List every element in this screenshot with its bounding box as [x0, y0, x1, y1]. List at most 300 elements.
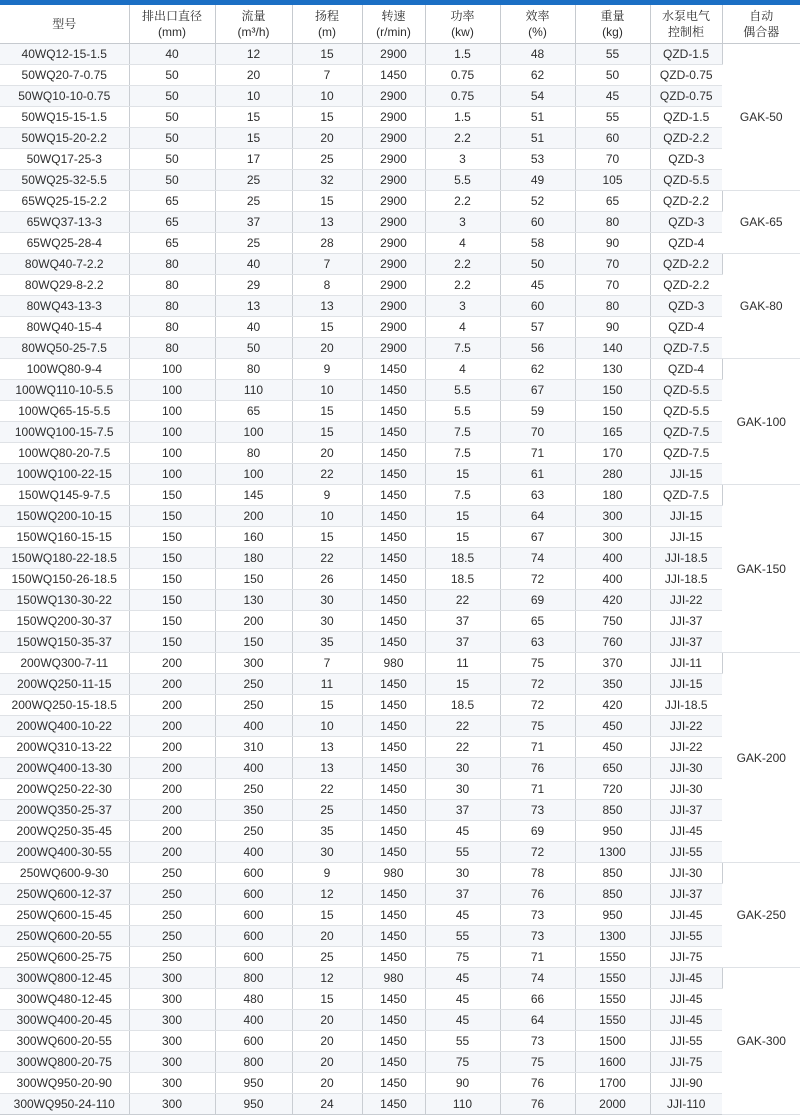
cell-head: 35 [292, 632, 362, 653]
cell-diameter: 50 [129, 128, 215, 149]
cell-efficiency: 74 [500, 548, 575, 569]
table-header [0, 5, 800, 44]
cell-cabinet: QZD-7.5 [650, 422, 722, 443]
column-label: 效率 [525, 9, 550, 23]
cell-speed: 2900 [362, 212, 425, 233]
cell-diameter: 100 [129, 380, 215, 401]
cell-weight: 850 [575, 884, 650, 905]
cell-flow: 180 [215, 548, 292, 569]
cell-power: 0.75 [425, 65, 500, 86]
table-row [0, 569, 800, 590]
cell-diameter: 250 [129, 884, 215, 905]
cell-cabinet: QZD-5.5 [650, 170, 722, 191]
table-row [0, 401, 800, 422]
cell-model: 150WQ150-35-37 [0, 632, 129, 653]
cell-flow: 950 [215, 1073, 292, 1094]
cell-power: 3 [425, 212, 500, 233]
cell-weight: 165 [575, 422, 650, 443]
cell-model: 200WQ250-15-18.5 [0, 695, 129, 716]
cell-weight: 420 [575, 695, 650, 716]
cell-weight: 950 [575, 821, 650, 842]
cell-speed: 1450 [362, 611, 425, 632]
column-unit: (r/min) [376, 25, 411, 39]
cell-flow: 400 [215, 1010, 292, 1031]
cell-head: 20 [292, 1052, 362, 1073]
cell-head: 15 [292, 191, 362, 212]
cell-power: 37 [425, 884, 500, 905]
cell-speed: 2900 [362, 275, 425, 296]
table-row [0, 212, 800, 233]
cell-model: 200WQ350-25-37 [0, 800, 129, 821]
cell-head: 22 [292, 779, 362, 800]
cell-cabinet: JJI-75 [650, 947, 722, 968]
cell-model: 250WQ600-25-75 [0, 947, 129, 968]
cell-power: 15 [425, 674, 500, 695]
table-row [0, 506, 800, 527]
cell-diameter: 100 [129, 422, 215, 443]
cell-weight: 300 [575, 527, 650, 548]
cell-model: 200WQ400-10-22 [0, 716, 129, 737]
cell-head: 7 [292, 65, 362, 86]
cell-model: 65WQ25-28-4 [0, 233, 129, 254]
cell-power: 45 [425, 989, 500, 1010]
cell-head: 26 [292, 569, 362, 590]
cell-weight: 80 [575, 296, 650, 317]
cell-flow: 25 [215, 170, 292, 191]
cell-diameter: 50 [129, 86, 215, 107]
cell-model: 40WQ12-15-1.5 [0, 44, 129, 65]
column-unit: 偶合器 [743, 25, 780, 39]
cell-model: 200WQ400-13-30 [0, 758, 129, 779]
cell-flow: 15 [215, 128, 292, 149]
cell-speed: 1450 [362, 569, 425, 590]
cell-weight: 300 [575, 506, 650, 527]
cell-coupler-group: GAK-100 [722, 359, 800, 485]
cell-weight: 150 [575, 380, 650, 401]
table-row [0, 296, 800, 317]
cell-cabinet: JJI-22 [650, 737, 722, 758]
cell-flow: 250 [215, 674, 292, 695]
cell-coupler-group: GAK-150 [722, 485, 800, 653]
cell-efficiency: 60 [500, 296, 575, 317]
cell-flow: 400 [215, 716, 292, 737]
cell-cabinet: JJI-15 [650, 506, 722, 527]
cell-cabinet: JJI-110 [650, 1094, 722, 1115]
cell-efficiency: 75 [500, 716, 575, 737]
cell-flow: 25 [215, 233, 292, 254]
cell-efficiency: 57 [500, 317, 575, 338]
table-row [0, 968, 800, 989]
cell-speed: 980 [362, 653, 425, 674]
cell-diameter: 100 [129, 359, 215, 380]
cell-power: 37 [425, 611, 500, 632]
cell-model: 150WQ200-10-15 [0, 506, 129, 527]
cell-diameter: 200 [129, 800, 215, 821]
cell-head: 13 [292, 758, 362, 779]
cell-diameter: 40 [129, 44, 215, 65]
cell-power: 18.5 [425, 569, 500, 590]
cell-speed: 2900 [362, 128, 425, 149]
cell-head: 13 [292, 737, 362, 758]
cell-weight: 50 [575, 65, 650, 86]
cell-model: 200WQ250-35-45 [0, 821, 129, 842]
cell-efficiency: 72 [500, 674, 575, 695]
cell-flow: 400 [215, 758, 292, 779]
cell-model: 300WQ800-12-45 [0, 968, 129, 989]
cell-speed: 1450 [362, 695, 425, 716]
cell-cabinet: JJI-22 [650, 590, 722, 611]
cell-power: 11 [425, 653, 500, 674]
cell-speed: 2900 [362, 191, 425, 212]
column-label: 排出口直径 [141, 9, 202, 23]
cell-efficiency: 49 [500, 170, 575, 191]
cell-flow: 12 [215, 44, 292, 65]
column-header-cabinet [650, 5, 722, 44]
cell-efficiency: 51 [500, 128, 575, 149]
cell-cabinet: JJI-15 [650, 464, 722, 485]
cell-cabinet: QZD-3 [650, 149, 722, 170]
cell-cabinet: QZD-3 [650, 296, 722, 317]
table-row [0, 65, 800, 86]
cell-efficiency: 63 [500, 485, 575, 506]
cell-flow: 80 [215, 443, 292, 464]
cell-weight: 420 [575, 590, 650, 611]
cell-flow: 250 [215, 695, 292, 716]
cell-head: 11 [292, 674, 362, 695]
table-row [0, 170, 800, 191]
cell-efficiency: 48 [500, 44, 575, 65]
cell-efficiency: 78 [500, 863, 575, 884]
cell-efficiency: 76 [500, 1094, 575, 1115]
cell-efficiency: 73 [500, 800, 575, 821]
cell-efficiency: 53 [500, 149, 575, 170]
cell-diameter: 300 [129, 1052, 215, 1073]
column-unit: (kg) [602, 25, 623, 39]
cell-cabinet: JJI-45 [650, 905, 722, 926]
cell-flow: 65 [215, 401, 292, 422]
cell-efficiency: 76 [500, 758, 575, 779]
cell-efficiency: 71 [500, 443, 575, 464]
table-row [0, 380, 800, 401]
cell-speed: 980 [362, 968, 425, 989]
cell-speed: 2900 [362, 296, 425, 317]
cell-diameter: 80 [129, 254, 215, 275]
cell-cabinet: JJI-37 [650, 632, 722, 653]
cell-cabinet: QZD-4 [650, 233, 722, 254]
cell-weight: 450 [575, 737, 650, 758]
cell-speed: 1450 [362, 590, 425, 611]
table-row [0, 338, 800, 359]
cell-speed: 1450 [362, 1031, 425, 1052]
cell-diameter: 200 [129, 695, 215, 716]
cell-weight: 400 [575, 569, 650, 590]
cell-diameter: 50 [129, 149, 215, 170]
cell-cabinet: QZD-2.2 [650, 191, 722, 212]
column-header-efficiency [500, 5, 575, 44]
cell-speed: 1450 [362, 842, 425, 863]
cell-cabinet: JJI-18.5 [650, 548, 722, 569]
column-unit: (m³/h) [237, 25, 270, 39]
cell-diameter: 250 [129, 926, 215, 947]
table-row [0, 989, 800, 1010]
cell-weight: 55 [575, 107, 650, 128]
cell-speed: 1450 [362, 506, 425, 527]
cell-power: 1.5 [425, 44, 500, 65]
cell-power: 7.5 [425, 443, 500, 464]
cell-coupler-group: GAK-65 [722, 191, 800, 254]
cell-cabinet: JJI-15 [650, 674, 722, 695]
cell-diameter: 50 [129, 65, 215, 86]
cell-head: 10 [292, 506, 362, 527]
cell-power: 45 [425, 1010, 500, 1031]
column-header-weight [575, 5, 650, 44]
cell-diameter: 200 [129, 737, 215, 758]
table-row [0, 800, 800, 821]
cell-head: 15 [292, 422, 362, 443]
cell-weight: 2000 [575, 1094, 650, 1115]
cell-head: 8 [292, 275, 362, 296]
cell-diameter: 100 [129, 464, 215, 485]
cell-efficiency: 63 [500, 632, 575, 653]
cell-efficiency: 62 [500, 65, 575, 86]
cell-power: 45 [425, 821, 500, 842]
cell-flow: 300 [215, 653, 292, 674]
table-row [0, 1094, 800, 1115]
cell-efficiency: 67 [500, 527, 575, 548]
cell-power: 4 [425, 233, 500, 254]
cell-efficiency: 72 [500, 695, 575, 716]
cell-efficiency: 76 [500, 884, 575, 905]
table-row [0, 779, 800, 800]
cell-diameter: 300 [129, 989, 215, 1010]
cell-weight: 850 [575, 800, 650, 821]
cell-cabinet: QZD-5.5 [650, 401, 722, 422]
cell-weight: 1700 [575, 1073, 650, 1094]
cell-weight: 1300 [575, 842, 650, 863]
cell-speed: 2900 [362, 86, 425, 107]
table-row [0, 317, 800, 338]
cell-efficiency: 74 [500, 968, 575, 989]
table-row [0, 86, 800, 107]
cell-speed: 1450 [362, 359, 425, 380]
cell-diameter: 100 [129, 401, 215, 422]
table-row [0, 107, 800, 128]
cell-efficiency: 64 [500, 1010, 575, 1031]
table-row [0, 590, 800, 611]
cell-head: 30 [292, 842, 362, 863]
column-header-coupler [722, 5, 800, 44]
cell-speed: 1450 [362, 548, 425, 569]
table-row [0, 359, 800, 380]
cell-speed: 2900 [362, 338, 425, 359]
cell-model: 150WQ150-26-18.5 [0, 569, 129, 590]
cell-cabinet: QZD-5.5 [650, 380, 722, 401]
cell-flow: 20 [215, 65, 292, 86]
table-row [0, 149, 800, 170]
cell-cabinet: QZD-4 [650, 359, 722, 380]
cell-model: 300WQ950-20-90 [0, 1073, 129, 1094]
cell-diameter: 150 [129, 611, 215, 632]
cell-cabinet: JJI-45 [650, 1010, 722, 1031]
cell-head: 20 [292, 1073, 362, 1094]
cell-speed: 1450 [362, 716, 425, 737]
cell-diameter: 300 [129, 1094, 215, 1115]
cell-efficiency: 58 [500, 233, 575, 254]
cell-model: 300WQ480-12-45 [0, 989, 129, 1010]
cell-model: 200WQ310-13-22 [0, 737, 129, 758]
cell-efficiency: 56 [500, 338, 575, 359]
cell-weight: 70 [575, 254, 650, 275]
cell-speed: 1450 [362, 401, 425, 422]
column-header-diameter [129, 5, 215, 44]
cell-diameter: 80 [129, 275, 215, 296]
cell-head: 15 [292, 317, 362, 338]
cell-cabinet: JJI-15 [650, 527, 722, 548]
cell-weight: 65 [575, 191, 650, 212]
cell-flow: 13 [215, 296, 292, 317]
cell-model: 250WQ600-9-30 [0, 863, 129, 884]
cell-head: 20 [292, 338, 362, 359]
cell-speed: 1450 [362, 1094, 425, 1115]
cell-diameter: 80 [129, 296, 215, 317]
cell-head: 20 [292, 926, 362, 947]
cell-speed: 1450 [362, 527, 425, 548]
cell-flow: 400 [215, 842, 292, 863]
cell-model: 50WQ25-32-5.5 [0, 170, 129, 191]
cell-head: 20 [292, 1010, 362, 1031]
cell-power: 2.2 [425, 128, 500, 149]
cell-model: 250WQ600-12-37 [0, 884, 129, 905]
table-row [0, 947, 800, 968]
table-row [0, 1073, 800, 1094]
cell-head: 15 [292, 527, 362, 548]
cell-head: 24 [292, 1094, 362, 1115]
table-row [0, 254, 800, 275]
cell-cabinet: JJI-37 [650, 611, 722, 632]
cell-flow: 950 [215, 1094, 292, 1115]
cell-flow: 29 [215, 275, 292, 296]
cell-weight: 1550 [575, 947, 650, 968]
cell-model: 100WQ100-15-7.5 [0, 422, 129, 443]
cell-weight: 280 [575, 464, 650, 485]
cell-weight: 90 [575, 317, 650, 338]
cell-speed: 2900 [362, 233, 425, 254]
cell-efficiency: 73 [500, 926, 575, 947]
cell-model: 250WQ600-20-55 [0, 926, 129, 947]
column-unit: (m) [318, 25, 336, 39]
cell-head: 7 [292, 653, 362, 674]
cell-flow: 100 [215, 464, 292, 485]
cell-diameter: 150 [129, 548, 215, 569]
cell-speed: 1450 [362, 884, 425, 905]
cell-efficiency: 67 [500, 380, 575, 401]
table-row [0, 191, 800, 212]
column-header-flow [215, 5, 292, 44]
cell-head: 20 [292, 443, 362, 464]
cell-head: 20 [292, 1031, 362, 1052]
cell-power: 5.5 [425, 170, 500, 191]
cell-speed: 2900 [362, 44, 425, 65]
cell-cabinet: JJI-37 [650, 800, 722, 821]
cell-model: 80WQ40-7-2.2 [0, 254, 129, 275]
cell-flow: 480 [215, 989, 292, 1010]
cell-diameter: 200 [129, 758, 215, 779]
cell-coupler-group: GAK-80 [722, 254, 800, 359]
cell-efficiency: 71 [500, 947, 575, 968]
cell-cabinet: JJI-30 [650, 758, 722, 779]
cell-diameter: 80 [129, 338, 215, 359]
cell-efficiency: 73 [500, 905, 575, 926]
cell-model: 80WQ43-13-3 [0, 296, 129, 317]
cell-power: 2.2 [425, 191, 500, 212]
table-row [0, 275, 800, 296]
cell-weight: 450 [575, 716, 650, 737]
cell-diameter: 300 [129, 1073, 215, 1094]
cell-efficiency: 54 [500, 86, 575, 107]
cell-weight: 105 [575, 170, 650, 191]
cell-efficiency: 66 [500, 989, 575, 1010]
cell-diameter: 80 [129, 317, 215, 338]
table-row [0, 674, 800, 695]
cell-power: 2.2 [425, 254, 500, 275]
cell-coupler-group: GAK-200 [722, 653, 800, 863]
cell-weight: 1550 [575, 1010, 650, 1031]
cell-model: 100WQ80-9-4 [0, 359, 129, 380]
cell-model: 150WQ180-22-18.5 [0, 548, 129, 569]
cell-power: 18.5 [425, 695, 500, 716]
cell-efficiency: 72 [500, 842, 575, 863]
cell-cabinet: JJI-11 [650, 653, 722, 674]
cell-speed: 1450 [362, 989, 425, 1010]
cell-model: 150WQ145-9-7.5 [0, 485, 129, 506]
cell-head: 10 [292, 380, 362, 401]
cell-flow: 110 [215, 380, 292, 401]
cell-efficiency: 69 [500, 821, 575, 842]
cell-diameter: 200 [129, 674, 215, 695]
table-row [0, 821, 800, 842]
cell-model: 200WQ250-22-30 [0, 779, 129, 800]
cell-efficiency: 45 [500, 275, 575, 296]
cell-cabinet: JJI-22 [650, 716, 722, 737]
cell-weight: 950 [575, 905, 650, 926]
cell-cabinet: QZD-7.5 [650, 443, 722, 464]
column-label: 重量 [600, 9, 625, 23]
cell-head: 25 [292, 947, 362, 968]
cell-power: 15 [425, 464, 500, 485]
table-row [0, 128, 800, 149]
cell-head: 12 [292, 968, 362, 989]
cell-cabinet: QZD-7.5 [650, 485, 722, 506]
cell-model: 50WQ15-20-2.2 [0, 128, 129, 149]
column-unit: (mm) [158, 25, 186, 39]
cell-power: 4 [425, 317, 500, 338]
cell-head: 15 [292, 401, 362, 422]
table-row [0, 695, 800, 716]
cell-model: 300WQ950-24-110 [0, 1094, 129, 1115]
cell-power: 37 [425, 800, 500, 821]
cell-power: 5.5 [425, 401, 500, 422]
cell-power: 45 [425, 905, 500, 926]
cell-diameter: 200 [129, 653, 215, 674]
cell-power: 1.5 [425, 107, 500, 128]
header-row [0, 5, 800, 44]
cell-efficiency: 62 [500, 359, 575, 380]
cell-speed: 1450 [362, 380, 425, 401]
column-label: 功率 [450, 9, 475, 23]
cell-head: 30 [292, 611, 362, 632]
cell-flow: 600 [215, 905, 292, 926]
cell-power: 55 [425, 1031, 500, 1052]
